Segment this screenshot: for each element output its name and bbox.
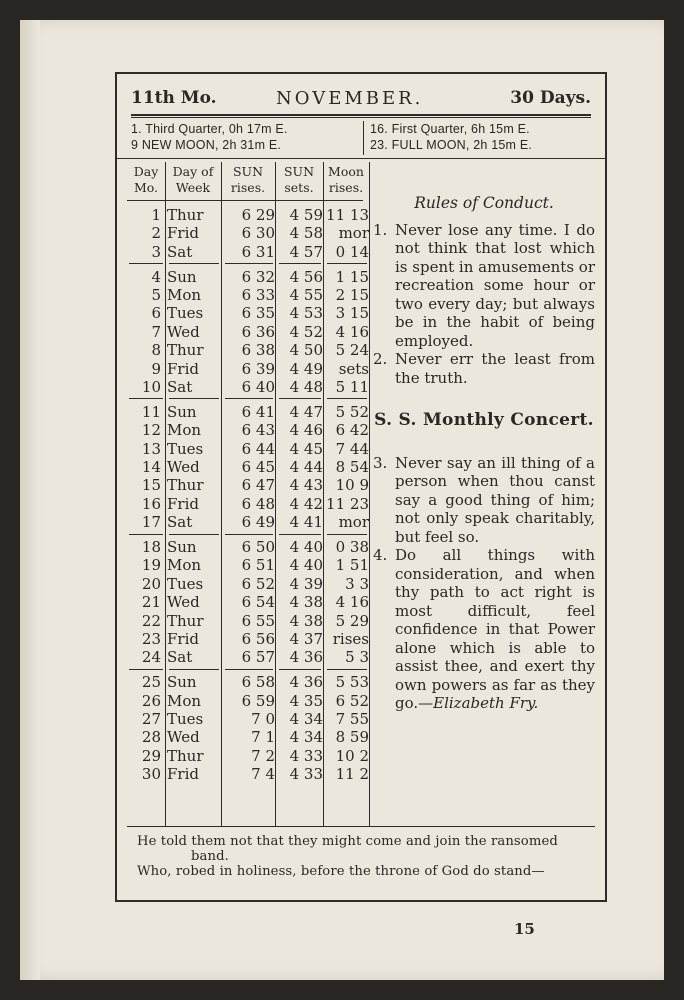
sunrise-time: 6 49 — [241, 513, 275, 532]
table-row — [127, 556, 369, 575]
sunrise-time: 6 40 — [241, 378, 275, 396]
moonrise-time: 5 11 — [335, 378, 369, 396]
day-of-month: 18 — [141, 538, 161, 556]
sunset-time: 4 42 — [289, 494, 323, 513]
table-row — [127, 206, 369, 224]
day-of-month: 8 — [151, 341, 161, 360]
day-of-month: 22 — [141, 611, 161, 630]
moon-phase-line: 16. First Quarter, 6h 15m E. — [370, 122, 530, 136]
day-of-week: Sat — [167, 242, 193, 261]
verse-line-continued: band. — [191, 849, 229, 864]
sunset-time: 4 34 — [289, 710, 323, 728]
table-row — [127, 746, 369, 765]
monthly-concert-heading: S. S. Monthly Concert. — [374, 410, 594, 430]
sunrise-time: 6 31 — [241, 242, 275, 261]
moonrise-time: 8 54 — [335, 458, 369, 476]
sunrise-time: 7 1 — [251, 728, 275, 747]
day-of-month: 14 — [141, 458, 161, 476]
col-head-sunrise: SUN rises. — [230, 164, 266, 195]
sunset-time: 4 40 — [289, 556, 323, 575]
rule-item — [373, 221, 595, 351]
day-of-month: 10 — [141, 378, 161, 396]
month-days: 30 Days. — [510, 88, 591, 108]
sunrise-time: 7 4 — [251, 765, 275, 784]
day-of-month: 20 — [141, 574, 161, 593]
week-separator — [225, 669, 273, 670]
sunrise-time: 6 36 — [241, 322, 275, 341]
day-of-month: 29 — [141, 746, 161, 765]
moonrise-time: 0 38 — [335, 538, 369, 556]
moonrise-time: 8 59 — [335, 728, 369, 747]
day-of-month: 19 — [141, 556, 161, 575]
rule-item — [373, 350, 595, 387]
moonrise-time: 11 2 — [335, 765, 369, 784]
table-row — [127, 691, 369, 710]
sunrise-time: 6 57 — [241, 648, 275, 667]
moonrise-time: 4 16 — [335, 593, 369, 612]
sunrise-time: 6 38 — [241, 341, 275, 360]
table-row — [127, 673, 369, 692]
table-header-rule — [127, 200, 363, 201]
day-of-week: Thur — [167, 206, 204, 224]
day-of-month: 3 — [151, 242, 161, 261]
day-of-week: Thur — [167, 341, 204, 360]
week-separator — [169, 669, 219, 670]
week-separator — [279, 263, 321, 264]
week-separator — [327, 263, 367, 264]
table-row — [127, 574, 369, 593]
sunrise-time: 6 43 — [241, 421, 275, 440]
moonrise-time: 2 15 — [335, 286, 369, 304]
sunrise-time: 6 32 — [241, 267, 275, 286]
moonrise-time: mor — [338, 224, 369, 243]
week-separator — [129, 534, 163, 535]
week-separator — [169, 534, 219, 535]
sunset-time: 4 34 — [289, 728, 323, 747]
table-row — [127, 611, 369, 630]
week-separator — [279, 534, 321, 535]
rules-title: Rules of Conduct. — [414, 194, 554, 212]
day-of-week: Thur — [167, 476, 204, 495]
day-of-month: 16 — [141, 494, 161, 513]
day-of-week: Frid — [167, 765, 199, 784]
header-rule — [131, 114, 591, 116]
table-row — [127, 378, 369, 396]
moon-phases-right — [363, 121, 600, 155]
table-row — [127, 322, 369, 341]
sunset-time: 4 56 — [289, 267, 323, 286]
sunrise-time: 6 54 — [241, 593, 275, 612]
moon-phase-line: 1. Third Quarter, 0h 17m E. — [131, 122, 288, 136]
day-of-month: 28 — [141, 728, 161, 747]
sunset-time: 4 39 — [289, 574, 323, 593]
moonrise-time: 10 2 — [335, 746, 369, 765]
sunset-time: 4 43 — [289, 476, 323, 495]
day-of-week: Sun — [167, 673, 197, 692]
day-of-week: Wed — [167, 458, 200, 476]
sunrise-time: 6 30 — [241, 224, 275, 243]
rule-text: Do all things with consideration, and when thy path to act right is most difficult, feel confidence in that Power alone which is able to assist thee, and exert thy own powers as far as they go.— — [395, 546, 595, 712]
day-of-month: 24 — [141, 648, 161, 667]
day-of-month: 4 — [151, 267, 161, 286]
sunrise-time: 6 44 — [241, 439, 275, 458]
sunrise-time: 7 0 — [251, 710, 275, 728]
table-row — [127, 476, 369, 495]
moonrise-time: 4 16 — [335, 322, 369, 341]
week-separator — [279, 669, 321, 670]
day-of-month: 1 — [151, 206, 161, 224]
moonrise-time: sets — [338, 359, 369, 378]
rule-text: Never err the least from the truth. — [395, 350, 595, 387]
week-separator — [169, 398, 219, 399]
sunrise-time: 6 29 — [241, 206, 275, 224]
day-of-month: 15 — [141, 476, 161, 495]
week-separator — [225, 263, 273, 264]
calendar-table — [127, 162, 369, 826]
table-row — [127, 648, 369, 667]
day-of-month: 13 — [141, 439, 161, 458]
month-name: NOVEMBER. — [276, 88, 424, 109]
sunrise-time: 6 45 — [241, 458, 275, 476]
week-separator — [225, 398, 273, 399]
table-row — [127, 538, 369, 556]
page-gutter — [20, 20, 40, 980]
sunset-time: 4 35 — [289, 691, 323, 710]
day-of-week: Tues — [167, 304, 204, 323]
verse — [137, 834, 591, 879]
rule-item — [373, 454, 595, 547]
table-row — [127, 267, 369, 286]
day-of-month: 21 — [141, 593, 161, 612]
day-of-week: Mon — [167, 691, 202, 710]
rule-number: 2. — [373, 350, 388, 368]
table-row — [127, 728, 369, 747]
day-of-week: Sat — [167, 648, 193, 667]
day-of-week: Wed — [167, 322, 200, 341]
sunset-time: 4 36 — [289, 648, 323, 667]
day-of-month: 17 — [141, 513, 161, 532]
table-row — [127, 304, 369, 323]
day-of-month: 12 — [141, 421, 161, 440]
table-row — [127, 593, 369, 612]
sunrise-time: 7 2 — [251, 746, 275, 765]
moonrise-time: 0 14 — [335, 242, 369, 261]
moonrise-time: 3 3 — [345, 574, 369, 593]
sunrise-time: 6 47 — [241, 476, 275, 495]
col-head-moonrise: Moon rises. — [328, 164, 364, 195]
day-of-week: Tues — [167, 710, 204, 728]
sunset-time: 4 49 — [289, 359, 323, 378]
day-of-week: Frid — [167, 224, 199, 243]
moonrise-time: 1 51 — [335, 556, 369, 575]
rules-of-conduct — [373, 194, 595, 713]
day-of-week: Frid — [167, 630, 199, 648]
sunrise-time: 6 55 — [241, 611, 275, 630]
week-separator — [129, 263, 163, 264]
rule-item — [373, 546, 595, 713]
day-of-week: Sat — [167, 378, 193, 396]
sunset-time: 4 44 — [289, 458, 323, 476]
moonrise-time: 7 55 — [335, 710, 369, 728]
sunrise-time: 6 33 — [241, 286, 275, 304]
table-row — [127, 286, 369, 304]
day-of-month: 2 — [151, 224, 161, 243]
day-of-month: 11 — [141, 402, 161, 421]
moonrise-time: 1 15 — [335, 267, 369, 286]
moonrise-time: 5 52 — [335, 402, 369, 421]
sunset-time: 4 50 — [289, 341, 323, 360]
col-head-sunset: SUN sets. — [283, 164, 315, 195]
sunrise-time: 6 52 — [241, 574, 275, 593]
day-of-month: 5 — [151, 286, 161, 304]
table-row — [127, 224, 369, 243]
moon-phase-line: 9 NEW MOON, 2h 31m E. — [131, 138, 282, 152]
day-of-month: 7 — [151, 322, 161, 341]
moon-phase-line: 23. FULL MOON, 2h 15m E. — [370, 138, 533, 152]
moonrise-time: 6 42 — [335, 421, 369, 440]
day-of-month: 9 — [151, 359, 161, 378]
sunrise-time: 6 35 — [241, 304, 275, 323]
column-divider — [369, 162, 370, 826]
header-rule-thin — [131, 117, 591, 118]
moonrise-time: 5 53 — [335, 673, 369, 692]
table-row — [127, 710, 369, 728]
sunset-time: 4 48 — [289, 378, 323, 396]
week-separator — [129, 669, 163, 670]
week-separator — [225, 534, 273, 535]
day-of-month: 25 — [141, 673, 161, 692]
week-separator — [327, 669, 367, 670]
sunset-time: 4 53 — [289, 304, 323, 323]
col-head-weekday: Day of Week — [172, 164, 214, 195]
day-of-week: Sat — [167, 513, 193, 532]
moonrise-time: 10 9 — [335, 476, 369, 495]
sunrise-time: 6 41 — [241, 402, 275, 421]
sunset-time: 4 37 — [289, 630, 323, 648]
day-of-week: Wed — [167, 728, 200, 747]
sunset-time: 4 59 — [289, 206, 323, 224]
day-of-week: Thur — [167, 611, 204, 630]
calendar-frame — [115, 72, 607, 902]
day-of-week: Sun — [167, 538, 197, 556]
table-row — [127, 630, 369, 648]
table-row — [127, 494, 369, 513]
moonrise-time: 3 15 — [335, 304, 369, 323]
day-of-month: 23 — [141, 630, 161, 648]
day-of-month: 30 — [141, 765, 161, 784]
moonrise-time: 5 24 — [335, 341, 369, 360]
sunset-time: 4 36 — [289, 673, 323, 692]
sunrise-time: 6 51 — [241, 556, 275, 575]
day-of-week: Sun — [167, 402, 197, 421]
sunset-time: 4 57 — [289, 242, 323, 261]
moonrise-time: mor — [338, 513, 369, 532]
day-of-week: Mon — [167, 556, 202, 575]
table-row — [127, 765, 369, 784]
day-of-week: Mon — [167, 421, 202, 440]
table-row — [127, 513, 369, 532]
day-of-week: Frid — [167, 359, 199, 378]
rule-number: 3. — [373, 453, 388, 472]
day-of-month: 27 — [141, 710, 161, 728]
table-row — [127, 341, 369, 360]
week-separator — [129, 398, 163, 399]
day-of-month: 26 — [141, 691, 161, 710]
sunset-time: 4 45 — [289, 439, 323, 458]
sunset-time: 4 46 — [289, 421, 323, 440]
moonrise-time: 5 3 — [345, 648, 369, 667]
sunrise-time: 6 58 — [241, 673, 275, 692]
moon-phases-left — [131, 121, 357, 155]
table-row — [127, 439, 369, 458]
moonrise-time: 11 13 — [326, 206, 369, 224]
table-row — [127, 421, 369, 440]
day-of-week: Thur — [167, 746, 204, 765]
rule-text: Never lose any time. I do not think that lost which is spent in amusements or recreation some hour or two every day; but always be in the habit of being employed. — [395, 220, 595, 350]
rule-number: 4. — [373, 546, 388, 564]
sunrise-time: 6 39 — [241, 359, 275, 378]
verse-line: Who, robed in holiness, before the throne of God do stand— — [137, 864, 545, 879]
footer-rule — [127, 826, 595, 827]
sunrise-time: 6 56 — [241, 630, 275, 648]
week-separator — [327, 534, 367, 535]
month-header — [131, 88, 591, 112]
week-separator — [279, 398, 321, 399]
day-of-week: Sun — [167, 267, 197, 286]
page-number: 15 — [514, 920, 535, 938]
sunrise-time: 6 50 — [241, 538, 275, 556]
sunset-time: 4 47 — [289, 402, 323, 421]
moonrise-time: rises — [332, 630, 369, 648]
sunset-time: 4 55 — [289, 286, 323, 304]
day-of-week: Tues — [167, 574, 204, 593]
moonrise-time: 5 29 — [335, 611, 369, 630]
day-of-week: Wed — [167, 593, 200, 612]
verse-line: He told them not that they might come and join the ransomed — [137, 834, 558, 849]
table-row — [127, 402, 369, 421]
col-head-day: Day Mo. — [133, 164, 159, 195]
month-number: 11th Mo. — [131, 88, 217, 108]
moonrise-time: 6 52 — [335, 691, 369, 710]
sunset-time: 4 38 — [289, 593, 323, 612]
sunset-time: 4 33 — [289, 765, 323, 784]
moonrise-time: 7 44 — [335, 439, 369, 458]
rule-author: Elizabeth Fry. — [433, 694, 539, 712]
day-of-week: Tues — [167, 439, 204, 458]
day-of-month: 6 — [151, 304, 161, 323]
moonrise-time: 11 23 — [326, 494, 369, 513]
table-row — [127, 242, 369, 261]
sunset-time: 4 40 — [289, 538, 323, 556]
day-of-week: Mon — [167, 286, 202, 304]
sunrise-time: 6 48 — [241, 494, 275, 513]
rule-text: Never say an ill thing of a person when thou canst say a good thing of him; not only speak charitably, but feel so. — [395, 453, 595, 546]
sunrise-time: 6 59 — [241, 691, 275, 710]
phases-rule — [117, 158, 605, 159]
table-row — [127, 359, 369, 378]
almanac-page — [20, 20, 664, 980]
sunset-time: 4 41 — [289, 513, 323, 532]
day-of-week: Frid — [167, 494, 199, 513]
sunset-time: 4 58 — [289, 224, 323, 243]
week-separator — [169, 263, 219, 264]
week-separator — [327, 398, 367, 399]
rule-number: 1. — [373, 220, 388, 239]
sunset-time: 4 33 — [289, 746, 323, 765]
table-row — [127, 458, 369, 476]
sunset-time: 4 38 — [289, 611, 323, 630]
sunset-time: 4 52 — [289, 322, 323, 341]
